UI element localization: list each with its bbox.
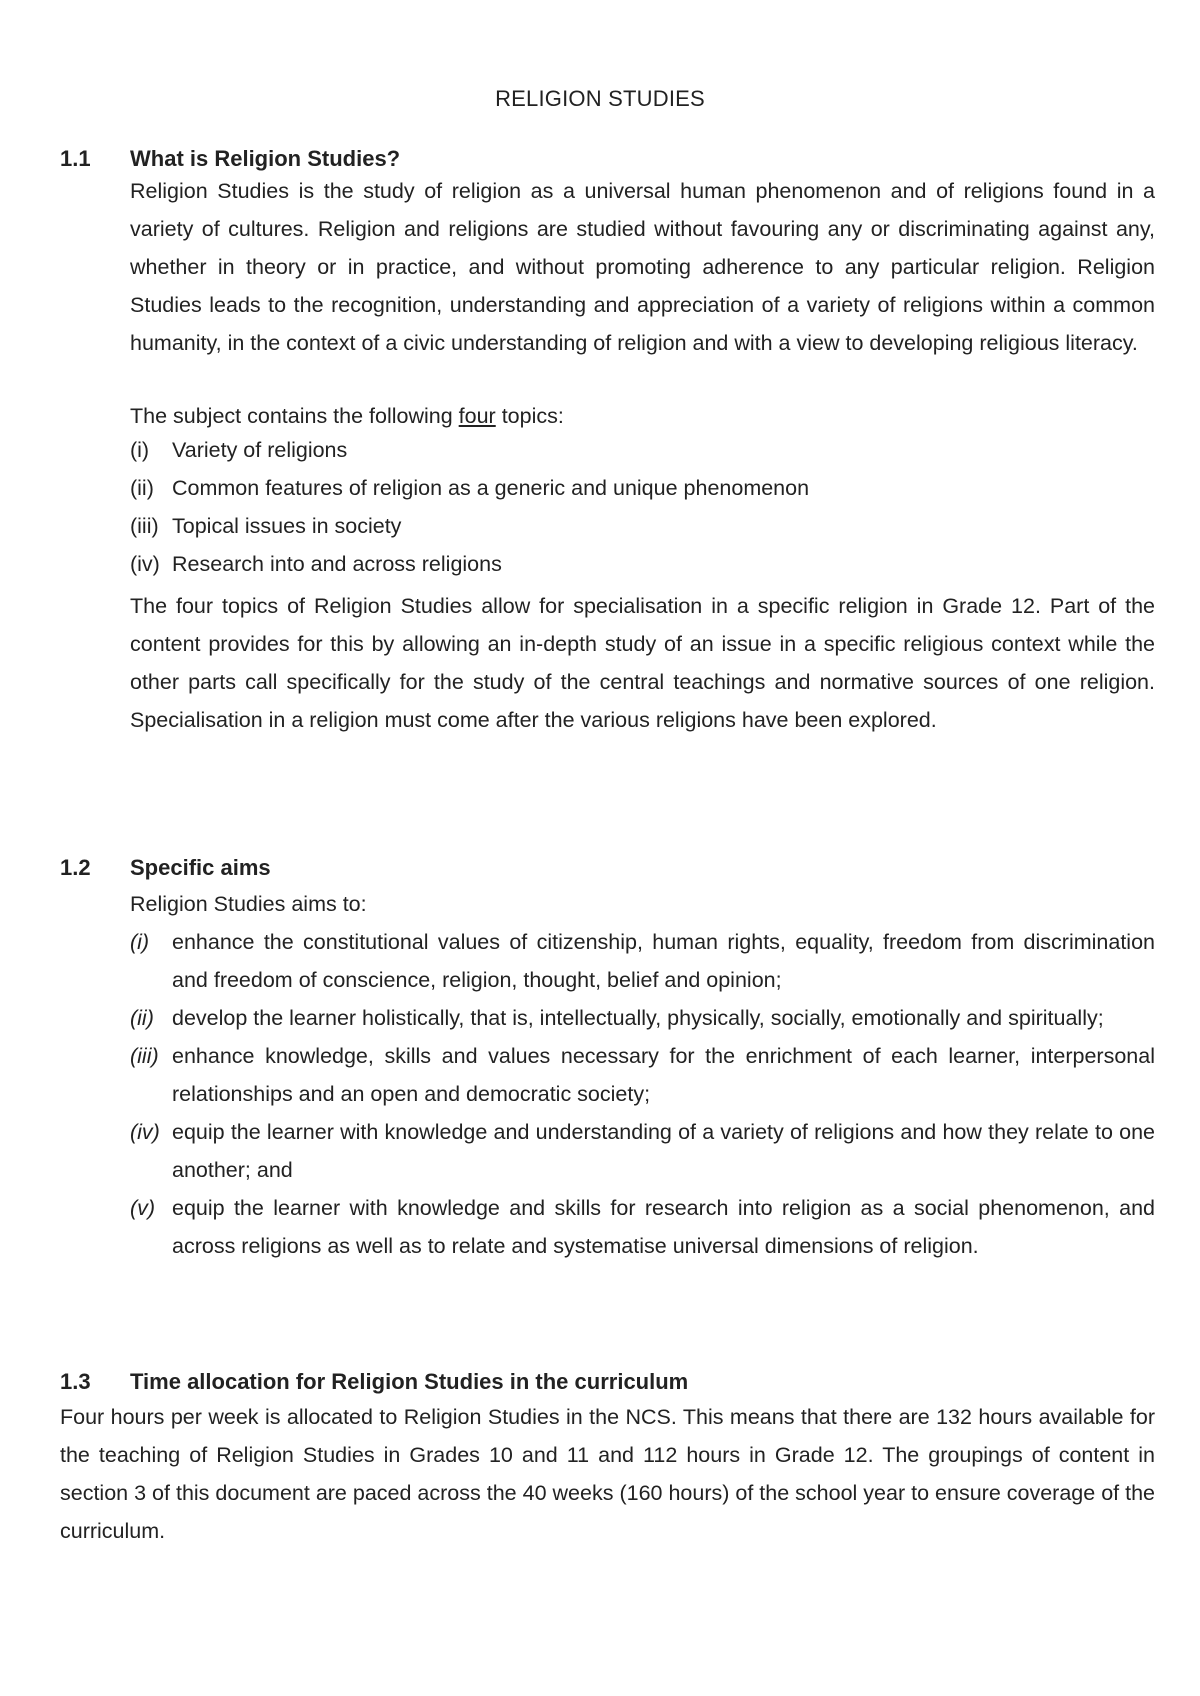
list-item-text: enhance the constitutional values of citizenship, human rights, equality, freedom from discrimination and freedom of conscience, religion, thought, belief and opinion; bbox=[172, 930, 1155, 992]
list-marker: (iv) bbox=[130, 1120, 160, 1144]
list-item bbox=[130, 999, 1155, 1037]
list-item bbox=[130, 1037, 1155, 1113]
list-marker: (iii) bbox=[130, 1044, 159, 1068]
list-item bbox=[130, 431, 1155, 469]
section-title: Specific aims bbox=[130, 855, 271, 880]
list-marker: (v) bbox=[130, 1196, 156, 1220]
list-item-text: equip the learner with knowledge and skills for research into religion as a social phenomenon, and across religions as well as to relate and systematise universal dimensions of religion. bbox=[172, 1196, 1155, 1258]
list-item bbox=[130, 545, 1155, 583]
list-item-text: enhance knowledge, skills and values necessary for the enrichment of each learner, interpersonal relationships and an open and democratic society; bbox=[172, 1044, 1155, 1106]
section-number: 1.3 bbox=[60, 1369, 91, 1394]
list-marker: (iv) bbox=[130, 552, 160, 576]
list-item-text: equip the learner with knowledge and understanding of a variety of religions and how they relate to one another; and bbox=[172, 1120, 1155, 1182]
topics-intro bbox=[130, 397, 564, 435]
list-marker: (ii) bbox=[130, 1006, 154, 1030]
section-heading-1-2 bbox=[60, 855, 271, 881]
list-item bbox=[130, 1189, 1155, 1265]
list-item-text: develop the learner holistically, that is, intellectually, physically, socially, emotionally and spiritually; bbox=[172, 1006, 1104, 1030]
list-item-text: Variety of religions bbox=[172, 438, 348, 462]
section-number: 1.2 bbox=[60, 855, 91, 880]
list-item bbox=[130, 1113, 1155, 1189]
topics-list bbox=[130, 431, 1155, 583]
list-item-text: Topical issues in society bbox=[172, 514, 402, 538]
topics-intro-suffix: topics: bbox=[495, 404, 564, 428]
list-marker: (iii) bbox=[130, 514, 159, 538]
section-number: 1.1 bbox=[60, 146, 91, 171]
topics-intro-text: The subject contains the following bbox=[130, 404, 459, 428]
list-item bbox=[130, 469, 1155, 507]
aims-list bbox=[130, 923, 1155, 1265]
document-title: RELIGION STUDIES bbox=[495, 86, 705, 111]
section-heading-1-3 bbox=[60, 1369, 688, 1395]
list-item bbox=[130, 507, 1155, 545]
list-marker: (i) bbox=[130, 438, 150, 462]
list-item-text: Research into and across religions bbox=[172, 552, 502, 576]
section-title: What is Religion Studies? bbox=[130, 146, 401, 171]
aims-intro: Religion Studies aims to: bbox=[130, 892, 367, 916]
list-item-text: Common features of religion as a generic and unique phenomenon bbox=[172, 476, 810, 500]
section-1-3-paragraph: Four hours per week is allocated to Religion Studies in the NCS. This means that there are 132 hours available for the teaching of Religion Studies in Grades 10 and 11 and 112 hours in Grade 12. The groupings of content in section 3 of this document are paced across the 40 weeks (160 hours) of the school year to ensure coverage of the curriculum. bbox=[60, 1405, 1155, 1543]
list-marker: (i) bbox=[130, 930, 150, 954]
topics-count-underlined: four bbox=[458, 404, 496, 428]
section-title: Time allocation for Religion Studies in the curriculum bbox=[130, 1369, 689, 1394]
list-marker: (ii) bbox=[130, 476, 154, 500]
section-1-1-paragraph: Religion Studies is the study of religion as a universal human phenomenon and of religions found in a variety of cultures. Religion and religions are studied without favouring any or discriminating against any, whether in theory or in practice, and without promoting adherence to any particular religion. Religion Studies leads to the recognition, understanding and appreciation of a variety of religions within a common humanity, in the context of a civic understanding of religion and with a view to developing religious literacy. bbox=[130, 179, 1155, 355]
section-heading-1-1 bbox=[60, 146, 400, 172]
section-1-1-paragraph-2: The four topics of Religion Studies allow for specialisation in a specific religion in Grade 12. Part of the content provides for this by allowing an in-depth study of an issue in a specific religious context while the other parts call specifically for the study of the central teachings and normative sources of one religion. Specialisation in a religion must come after the various religions have been explored. bbox=[130, 594, 1155, 732]
list-item bbox=[130, 923, 1155, 999]
